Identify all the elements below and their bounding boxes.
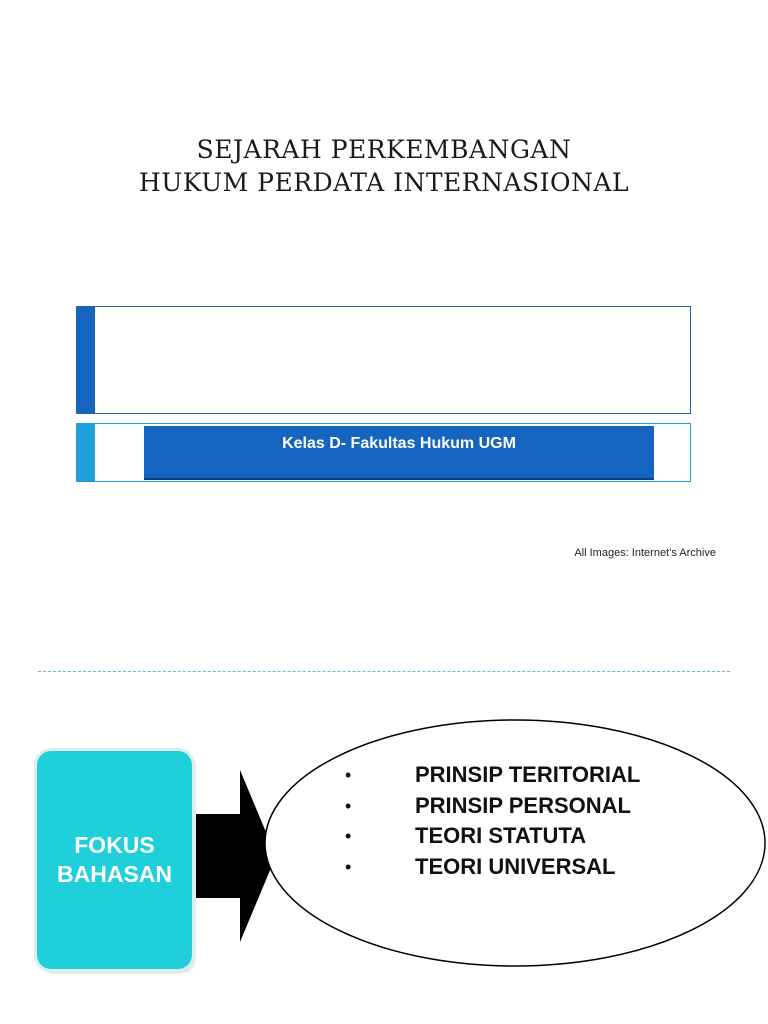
list-item-text: TEORI STATUTA bbox=[415, 823, 587, 848]
subtitle-box bbox=[76, 423, 691, 482]
list-item bbox=[340, 821, 640, 852]
bullet: • bbox=[345, 765, 352, 785]
title-line-1: SEJARAH PERKEMBANGAN bbox=[196, 135, 572, 164]
bullet: • bbox=[345, 856, 352, 877]
topics-list bbox=[340, 760, 640, 882]
list-item-text: PRINSIP TERITORIAL bbox=[415, 762, 641, 787]
image-credit: All Images: Internet’s Archive bbox=[574, 547, 716, 559]
slide-title bbox=[0, 133, 768, 199]
subtitle-band bbox=[144, 426, 654, 480]
slide-divider bbox=[38, 671, 730, 672]
list-item bbox=[340, 760, 640, 791]
list-item-text: PRINSIP PERSONAL bbox=[415, 792, 631, 818]
list-item bbox=[340, 791, 640, 822]
bullet: • bbox=[345, 795, 352, 816]
focus-box bbox=[37, 751, 192, 969]
list-item-text: TEORI UNIVERSAL bbox=[415, 853, 616, 879]
focus-line-2: BAHASAN bbox=[57, 861, 172, 887]
list-item bbox=[340, 852, 640, 883]
accent-bar bbox=[77, 424, 95, 481]
focus-line-1: FOKUS bbox=[74, 832, 155, 858]
subtitle-text: Kelas D- Fakultas Hukum UGM bbox=[282, 435, 516, 452]
accent-bar bbox=[77, 307, 95, 413]
title-line-2: HUKUM PERDATA INTERNASIONAL bbox=[138, 168, 630, 197]
empty-text-box bbox=[76, 306, 691, 414]
bullet: • bbox=[345, 826, 352, 846]
